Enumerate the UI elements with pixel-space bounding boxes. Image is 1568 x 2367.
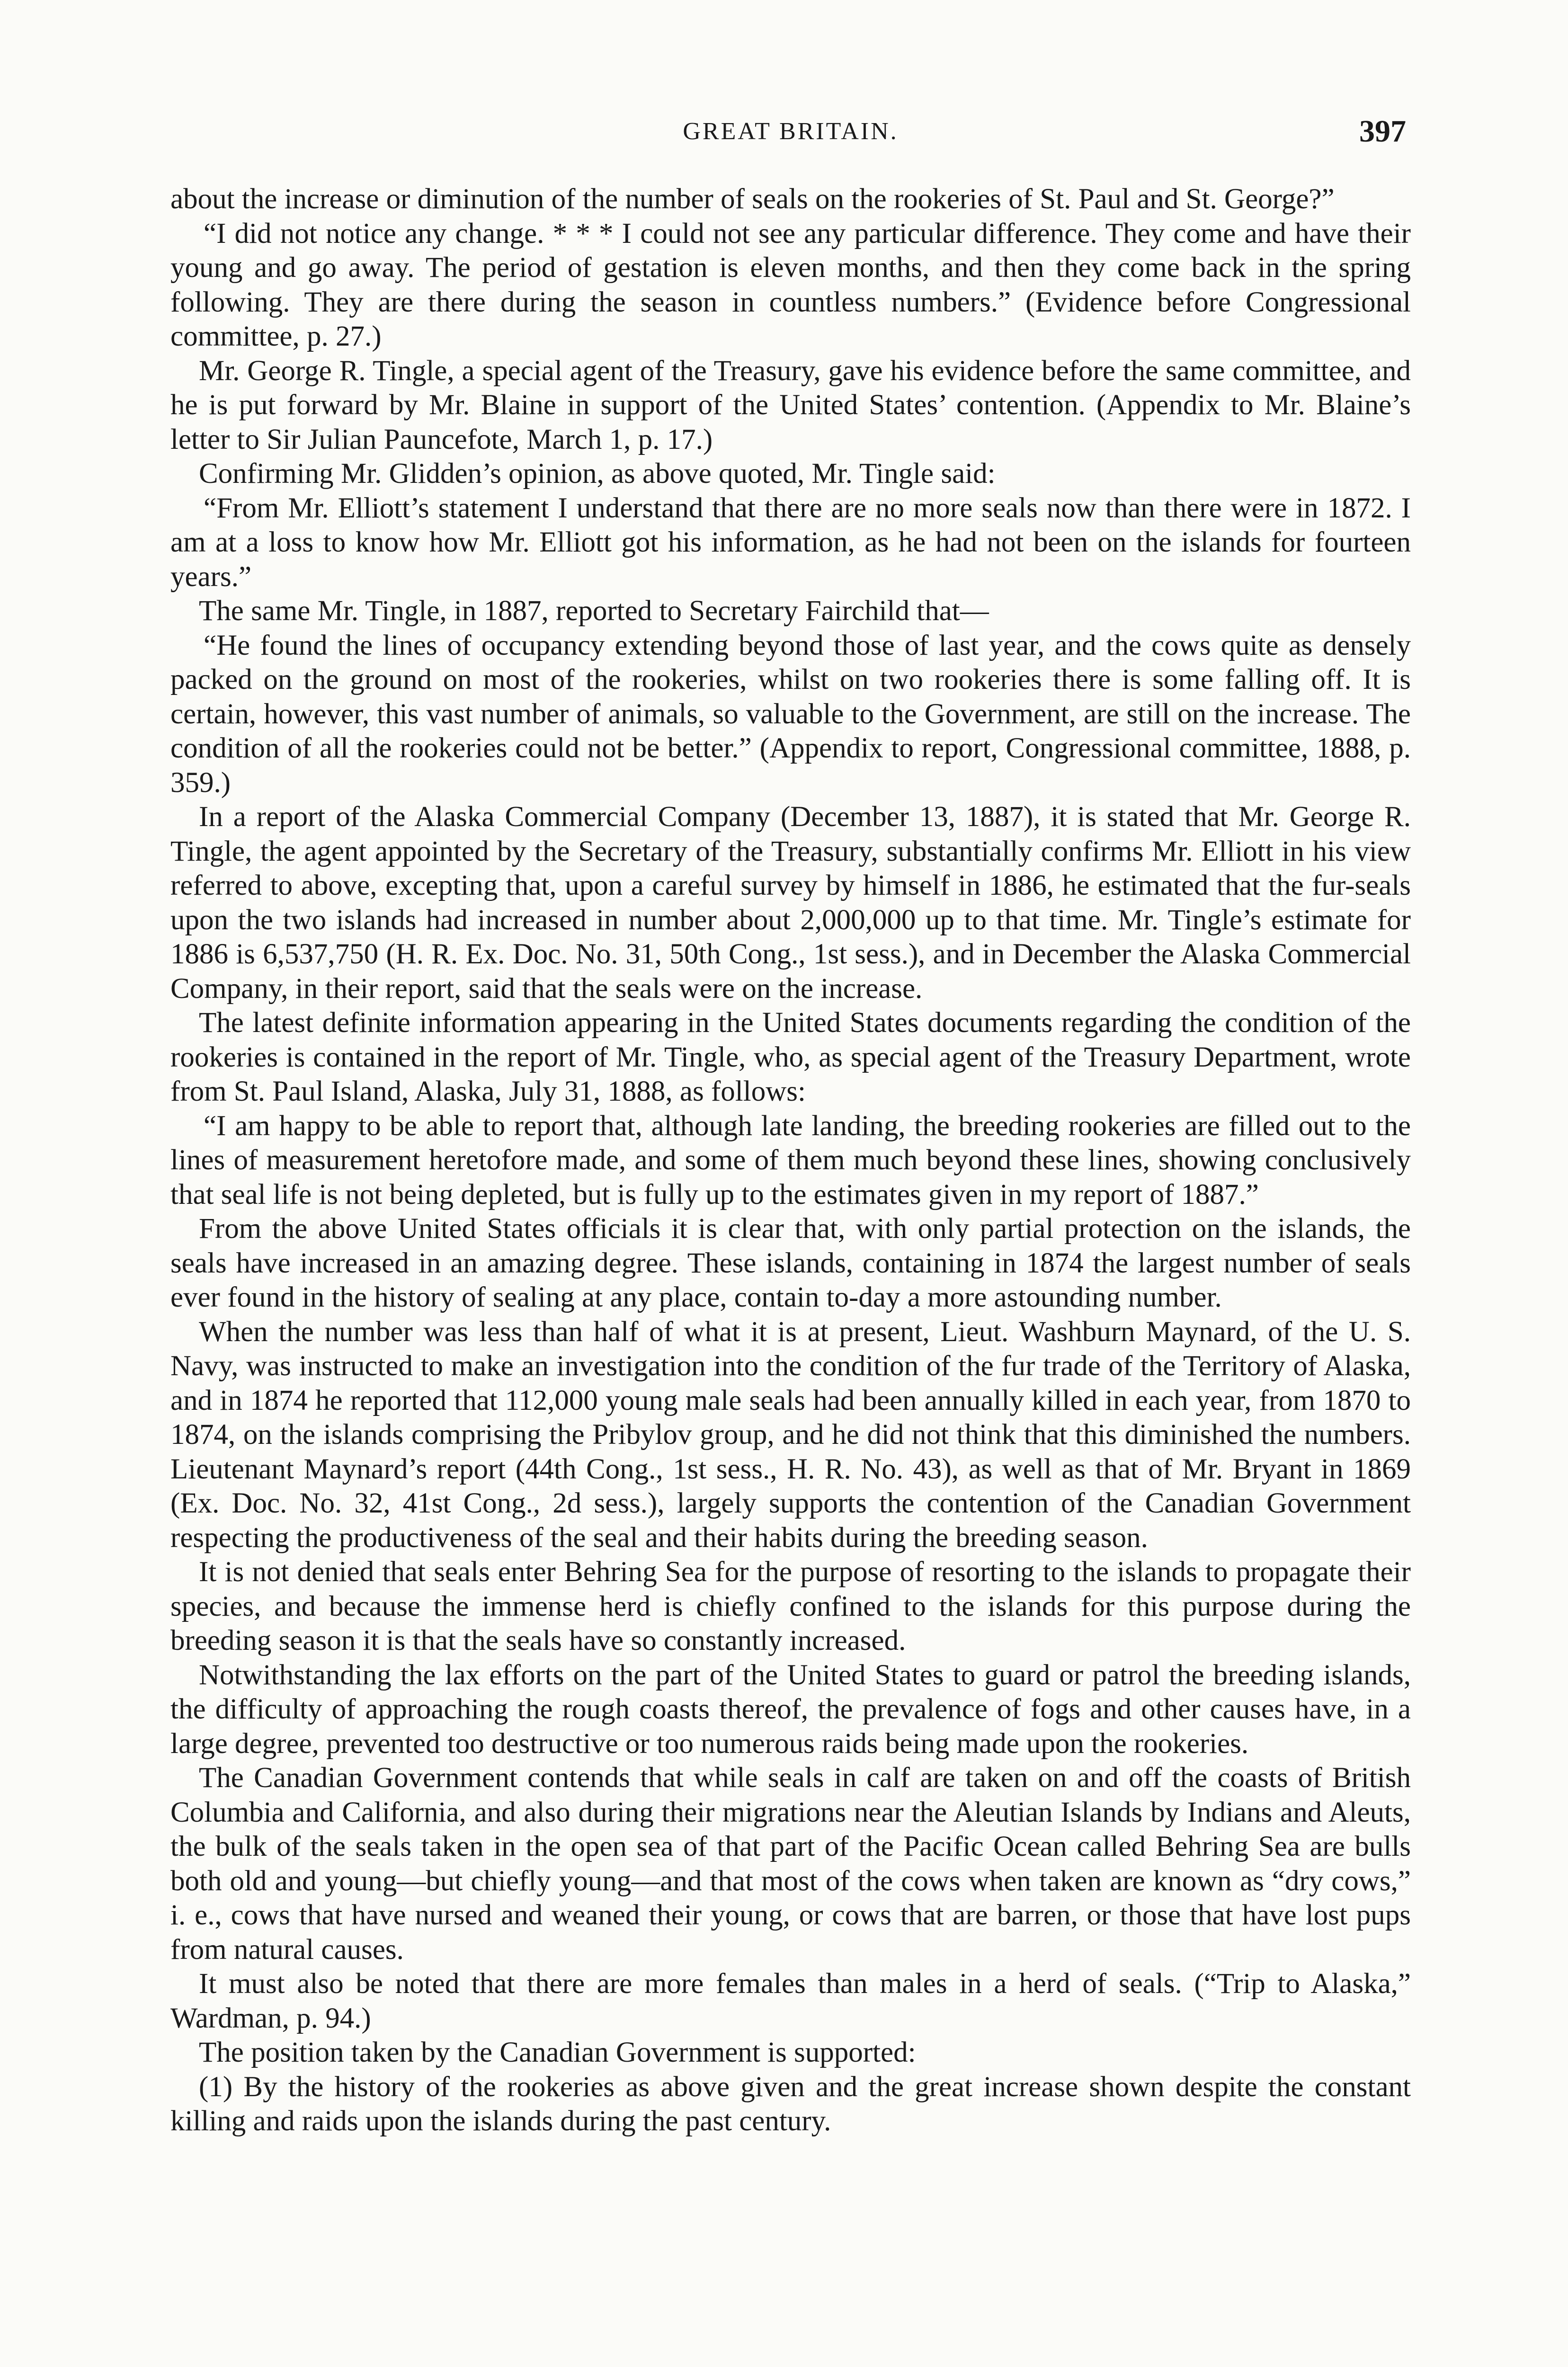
paragraph: Notwithstanding the lax efforts on the part of the United States to guard or patrol the breeding islands, the difficulty of approaching the rough coasts thereof, the prevalence of fogs and other causes have, in a large degree, prevented too destructive or too numerous raids being made upon the rookeries.: [170, 1659, 1411, 1760]
paragraph: The Canadian Government contends that while seals in calf are taken on and off the coasts of British Columbia and California, and also during their migrations near the Aleutian Islands by Indians and Aleuts, the bulk of the seals taken in the open sea of that part of the Pacific Ocean called Behring Sea are bulls both old and young—but chiefly young—and that most of the cows when taken are known as “dry cows,” i. e., cows that have nursed and weaned their young, or cows that are barren, or those that have lost pups from natural causes.: [170, 1762, 1411, 1966]
paragraph: From the above United States officials it is clear that, with only partial protection on the islands, the seals have increased in an amazing degree. These islands, containing in 1874 the largest number of seals ever found in the history of sealing at any place, contain to-day a more astounding number.: [170, 1213, 1411, 1313]
paragraph: Mr. George R. Tingle, a special agent of the Treasury, gave his evidence before the same committee, and he is put forward by Mr. Blaine in support of the United States’ contention. (Appendix to Mr. Blaine’s letter to Sir Julian Pauncefote, March 1, p. 17.): [170, 355, 1411, 455]
body-text: [170, 182, 1411, 2139]
paragraph: (1) By the history of the rookeries as above given and the great increase shown despite the constant killing and raids upon the islands during the past century.: [170, 2071, 1411, 2137]
paragraph: It is not denied that seals enter Behring Sea for the purpose of resorting to the islands to propagate their species, and because the immense herd is chiefly confined to the islands for this purpose during the breeding season it is that the seals have so constantly increased.: [170, 1556, 1411, 1656]
running-head: GREAT BRITAIN.: [683, 118, 899, 145]
paragraph: Confirming Mr. Glidden’s opinion, as above quoted, Mr. Tingle said:: [199, 458, 996, 489]
paragraph: The position taken by the Canadian Government is supported:: [199, 2037, 916, 2068]
page-number: 397: [1359, 114, 1406, 149]
paragraph: about the increase or diminution of the number of seals on the rookeries of St. Paul and St. George?”: [170, 183, 1335, 215]
quotation-paragraph: “I did not notice any change. * * * I could not see any particular difference. They come and have their young and go away. The period of gestation is eleven months, and then they come back in the spring following. They are there during the season in countless numbers.” (Evidence before Congressional committee, p. 27.): [170, 217, 1411, 352]
paragraph: The latest definite information appearing in the United States documents regarding the condition of the rookeries is contained in the report of Mr. Tingle, who, as special agent of the Treasury Department, wrote from St. Paul Island, Alaska, July 31, 1888, as follows:: [170, 1007, 1411, 1107]
paragraph: In a report of the Alaska Commercial Company (December 13, 1887), it is stated that Mr. George R. Tingle, the agent appointed by the Secretary of the Treasury, substantially confirms Mr. Elliott in his view referred to above, excepting that, upon a careful survey by himself in 1886, he estimated that the fur-seals upon the two islands had increased in number about 2,000,000 up to that time. Mr. Tingle’s estimate for 1886 is 6,537,750 (H. R. Ex. Doc. No. 31, 50th Cong., 1st sess.), and in December the Alaska Commercial Company, in their report, said that the seals were on the increase.: [170, 801, 1411, 1005]
quotation-paragraph: “He found the lines of occupancy extending beyond those of last year, and the cows quite as densely packed on the ground on most of the rookeries, whilst on two rookeries there is some falling off. It is certain, however, this vast number of animals, so valuable to the Government, are still on the increase. The condition of all the rookeries could not be better.” (Appendix to report, Congressional committee, 1888, p. 359.): [170, 629, 1411, 799]
page-header: [170, 114, 1411, 156]
paragraph: The same Mr. Tingle, in 1887, reported to Secretary Fairchild that—: [199, 595, 989, 627]
quotation-paragraph: “I am happy to be able to report that, although late landing, the breeding rookeries are filled out to the lines of measurement heretofore made, and some of them much beyond these lines, showing conclusively that seal life is not being depleted, but is fully up to the estimates given in my report of 1887.”: [170, 1110, 1411, 1210]
paragraph: It must also be noted that there are more females than males in a herd of seals. (“Trip to Alaska,” Wardman, p. 94.): [170, 1968, 1411, 2034]
paragraph: When the number was less than half of what it is at present, Lieut. Washburn Maynard, of the U. S. Navy, was instructed to make an investigation into the condition of the fur trade of the Territory of Alaska, and in 1874 he reported that 112,000 young male seals had been annually killed in each year, from 1870 to 1874, on the islands comprising the Pribylov group, and he did not think that this diminished the numbers. Lieutenant Maynard’s report (44th Cong., 1st sess., H. R. No. 43), as well as that of Mr. Bryant in 1869 (Ex. Doc. No. 32, 41st Cong., 2d sess.), largely supports the contention of the Canadian Government respecting the productiveness of the seal and their habits during the breeding season.: [170, 1316, 1411, 1554]
quotation-paragraph: “From Mr. Elliott’s statement I understand that there are no more seals now than there were in 1872. I am at a loss to know how Mr. Elliott got his information, as he had not been on the islands for fourteen years.”: [170, 492, 1411, 593]
